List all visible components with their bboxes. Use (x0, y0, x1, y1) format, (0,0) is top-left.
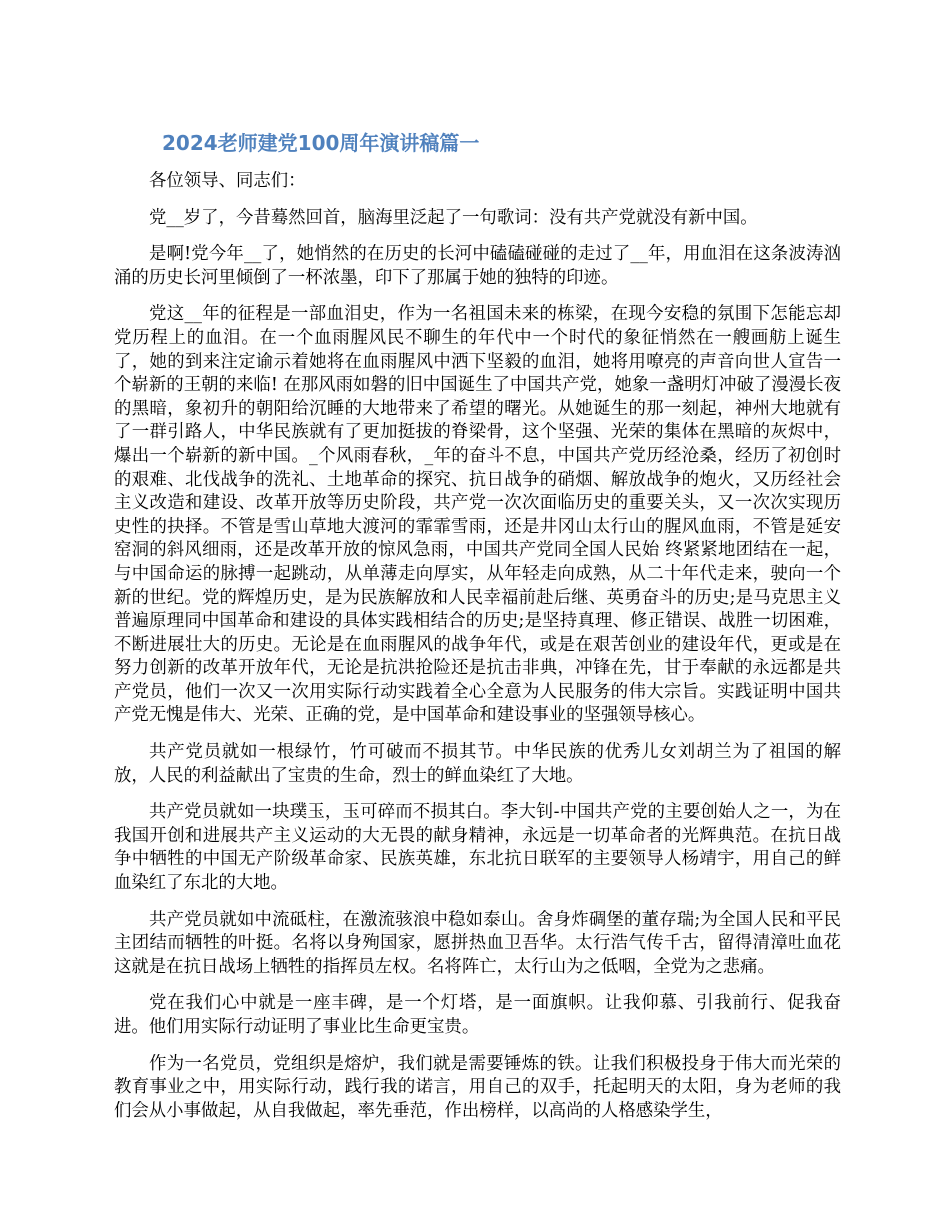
body-paragraph: 是啊!党今年__了，她悄然的在历史的长河中磕磕碰碰的走过了__年，用血泪在这条波涛汹涌的历史长河里倾倒了一杯浓墨，印下了那属于她的独特的印迹。 (114, 244, 841, 288)
body-paragraph: 共产党员就如一根绿竹，竹可破而不损其节。中华民族的优秀儿女刘胡兰为了祖国的解放，人民的利益献出了宝贵的生命，烈士的鲜血染红了大地。 (114, 742, 841, 786)
body-paragraph: 党在我们心中就是一座丰碑，是一个灯塔，是一面旗帜。让我仰慕、引我前行、促我奋进。他们用实际行动证明了事业比生命更宝贵。 (114, 993, 841, 1037)
body-paragraph: 作为一名党员，党组织是熔炉，我们就是需要锤炼的铁。让我们积极投身于伟大而光荣的教育事业之中，用实际行动，践行我的诺言，用自己的双手，托起明天的太阳，身为老师的我们会从小事做起，从自我做起，率先垂范，作出榜样，以高尚的人格感染学生， (114, 1053, 841, 1121)
body-paragraph: 党这__年的征程是一部血泪史，作为一名祖国未来的栋梁，在现今安稳的氛围下怎能忘却党历程上的血泪。在一个血雨腥风民不聊生的年代中一个时代的象征悄然在一艘画舫上诞生了，她的到来注定谕示着她将在血雨腥风中洒下坚毅的血泪，她将用嘹亮的声音向世人宣告一个崭新的王朝的来临! 在那风雨如磐的旧中国诞生了中国共产党，她象一盏明灯冲破了漫漫长夜的黑暗，象初升的朝阳给沉睡的大地带来了希望的曙光。从她诞生的那一刻起，神州大地就有了一群引路人，中华民族就有了更加挺拔的脊梁骨，这个坚强、光荣的集体在黑暗的灰烬中，爆出一个崭新的新中国。_个风雨春秋，_年的奋斗不息，中国共产党历经沧桑，经历了初创时的艰难、北伐战争的洗礼、土地革命的探究、抗日战争的硝烟、解放战争的炮火，又历经社会主义改造和建设、改革开放等历史阶段，共产党一次次面临历史的重要关头，又一次次实现历史性的抉择。不管是雪山草地大渡河的霏霏雪雨，还是井冈山太行山的腥风血雨，不管是延安窑洞的斜风细雨，还是改革开放的惊风急雨，中国共产党同全国人民始 终紧紧地团结在一起，与中国命运的脉搏一起跳动，从单薄走向厚实，从年轻走向成熟，从二十年代走来，驶向一个新的世纪。党的辉煌历史，是为民族解放和人民幸福前赴后继、英勇奋斗的历史;是马克思主义普遍原理同中国革命和建设的具体实践相结合的历史;是坚持真理、修正错误、战胜一切困难，不断进展壮大的历史。无论是在血雨腥风的战争年代，或是在艰苦创业的建设年代，更或是在努力创新的改革开放年代，无论是抗洪抢险还是抗击非典，冲锋在先，甘于奉献的永远都是共产党员，他们一次又一次用实际行动实践着全心全意为人民服务的伟大宗旨。实践证明中国共产党无愧是伟大、光荣、正确的党，是中国革命和建设事业的坚强领导核心。 (114, 304, 841, 726)
body-paragraph: 共产党员就如中流砥柱，在激流骇浪中稳如泰山。舍身炸碉堡的董存瑞;为全国人民和平民主团结而牺牲的叶挺。名将以身殉国家，愿拼热血卫吾华。太行浩气传千古，留得清漳吐血花这就是在抗日战场上牺牲的指挥员左权。名将阵亡，太行山为之低咽，全党为之悲痛。 (114, 909, 841, 977)
document-title: 2024老师建党100周年演讲稿篇一 (162, 131, 480, 155)
body-paragraph: 共产党员就如一块璞玉，玉可碎而不损其白。李大钊-中国共产党的主要创始人之一，为在我国开创和进展共产主义运动的大无畏的献身精神，永远是一切革命者的光辉典范。在抗日战争中牺牲的中国无产阶级革命家、民族英雄，东北抗日联军的主要领导人杨靖宇，用自己的鲜血染红了东北的大地。 (114, 802, 841, 894)
body-paragraph: 党__岁了，今昔蓦然回首，脑海里泛起了一句歌词：没有共产党就没有新中国。 (149, 207, 758, 228)
salutation-paragraph: 各位领导、同志们： (149, 171, 306, 191)
document-body (114, 170, 841, 1136)
